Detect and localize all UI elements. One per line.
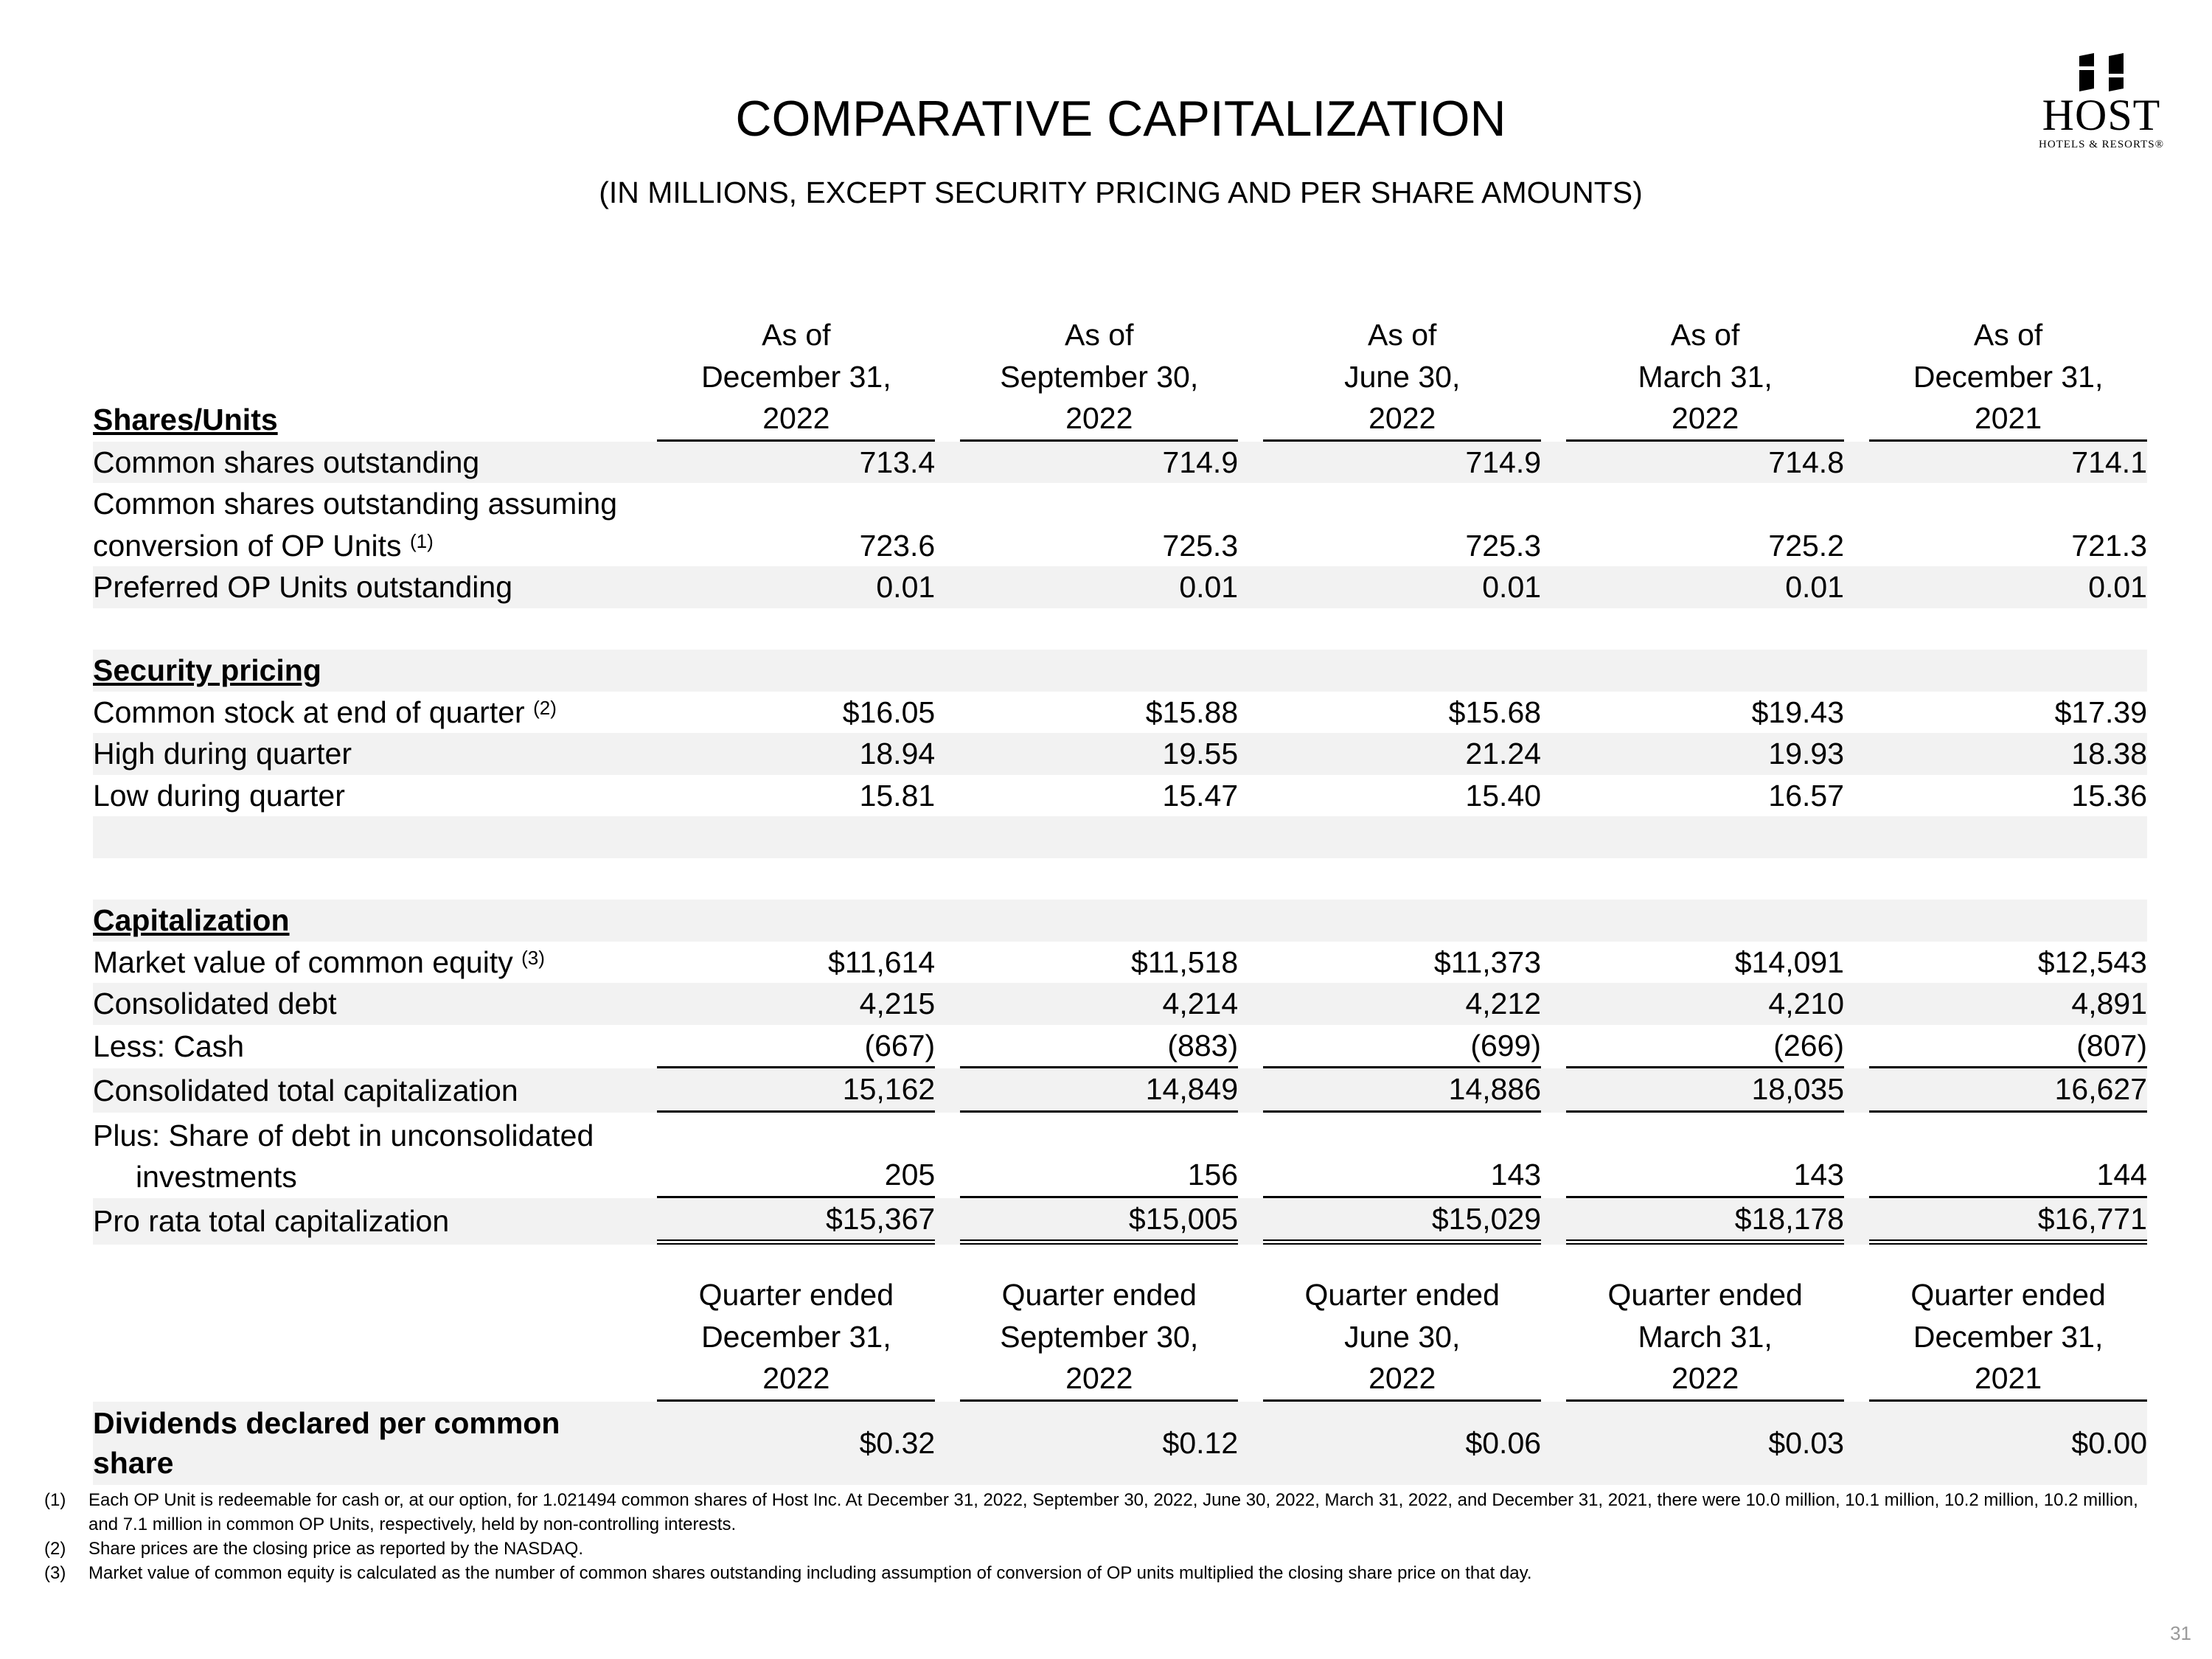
col-header: As of [1973, 318, 2043, 352]
col-header: March 31, [1638, 1319, 1773, 1354]
section-heading-shares-units: Shares/Units [93, 402, 278, 437]
cell-value: 205 [657, 1113, 935, 1198]
table-row [93, 1402, 2147, 1485]
cell-value: 16,627 [1869, 1068, 2147, 1113]
row-label: Common shares outstanding [93, 442, 657, 484]
column-header-row-2 [93, 356, 2147, 398]
cell-value: 4,214 [960, 983, 1238, 1025]
cell-value: 18,035 [1566, 1068, 1844, 1113]
row-label: Market value of common equity $^{(3)}$ [93, 945, 545, 979]
col-header: 2021 [1869, 1357, 2147, 1402]
cell-value: (699) [1263, 1025, 1541, 1069]
cell-value: $11,614 [828, 945, 936, 979]
cell-value: 143 [1263, 1113, 1541, 1198]
cell-value: $0.06 [1263, 1402, 1541, 1485]
cell-value: 714.9 [960, 442, 1238, 484]
col-header: Quarter ended [1001, 1278, 1197, 1312]
logo-wordmark: HOST [2042, 91, 2161, 139]
spacer-row [93, 816, 2147, 858]
cell-value: 725.3 [1465, 528, 1542, 563]
col-header: As of [762, 318, 831, 352]
quarter-header-row-2 [93, 1316, 2147, 1358]
cell-value: 16.57 [1768, 778, 1844, 813]
cell-value: 4,210 [1566, 983, 1844, 1025]
cell-value: $16,771 [1869, 1198, 2147, 1245]
cell-value: 714.8 [1566, 442, 1844, 484]
col-header: 2022 [1566, 1357, 1844, 1402]
col-header: Quarter ended [1910, 1278, 2106, 1312]
col-header: 2022 [1263, 1357, 1541, 1402]
col-header: December 31, [701, 359, 891, 394]
cell-value: $11,518 [1130, 945, 1239, 979]
col-header: 2022 [1263, 397, 1541, 442]
logo-tagline: HOTELS & RESORTS® [2038, 139, 2164, 150]
col-header: June 30, [1344, 359, 1461, 394]
host-logo-icon [2072, 53, 2131, 91]
cell-value: 4,891 [1869, 983, 2147, 1025]
row-label: Consolidated total capitalization [93, 1068, 657, 1113]
footnote-ref: (1) [409, 529, 434, 552]
row-label: Dividends declared per common share [93, 1402, 657, 1485]
cell-value: 15.81 [859, 778, 936, 813]
table-row [93, 566, 2147, 608]
cell-value: $15,367 [657, 1198, 935, 1245]
cell-value: 15,162 [657, 1068, 935, 1113]
cell-value: (667) [657, 1025, 935, 1069]
quarter-header-row-1 [93, 1274, 2147, 1316]
cell-value: $0.12 [960, 1402, 1238, 1485]
capitalization-table [93, 314, 2147, 1485]
cell-value: 15.36 [2071, 778, 2147, 813]
table-row [93, 942, 2147, 984]
cell-value: (883) [960, 1025, 1238, 1069]
footnote: (1) Each OP Unit is redeemable for cash or, at our option, for 1.021494 common shares of Host Inc. At December 31, 2022, September 30, 2022, June 30, 2022, March 31, 2022, and December 31, 2021, there were 10.0 million, 10.1 million, 10.2 million, 10.2 million, and 7.1 million in common OP Units, respectively, held by non-controlling interests. [44, 1490, 2138, 1534]
row-label: Common stock at end of quarter $^{(2)}$ [93, 695, 557, 729]
cell-value: 19.55 [960, 733, 1238, 775]
cell-value: $14,091 [1734, 945, 1844, 979]
table-row [93, 442, 2147, 484]
cell-value: 14,886 [1263, 1068, 1541, 1113]
cell-value: 0.01 [960, 566, 1238, 608]
cell-value: $15.88 [1145, 695, 1239, 729]
footnote-ref: (3) [521, 946, 545, 969]
table-row [93, 775, 2147, 817]
section-heading-security-pricing: Security pricing [93, 650, 657, 692]
cell-value: 0.01 [1566, 566, 1844, 608]
host-logo [2024, 53, 2179, 156]
spacer-row [93, 1245, 2147, 1274]
section-row [93, 900, 2147, 942]
cell-value: 723.6 [859, 528, 936, 563]
cell-value: 725.3 [1162, 528, 1239, 563]
table-row [93, 1068, 2147, 1113]
cell-value: $0.00 [1869, 1402, 2147, 1485]
footnote-ref: (2) [533, 696, 557, 719]
table-row [93, 1025, 2147, 1069]
cell-value: $15,029 [1263, 1198, 1541, 1245]
col-header: 2022 [657, 397, 935, 442]
cell-value: 725.2 [1768, 528, 1844, 563]
row-label: Plus: Share of debt in unconsolidated investments [93, 1118, 594, 1194]
col-header: March 31, [1638, 359, 1773, 394]
cell-value: 18.38 [1869, 733, 2147, 775]
cell-value: $15.68 [1448, 695, 1542, 729]
cell-value: 156 [960, 1113, 1238, 1198]
footnote: (3) Market value of common equity is calculated as the number of common shares outstanding including assumption of conversion of OP units multiplied the closing share price on that day. [44, 1563, 1532, 1583]
spacer-row [93, 858, 2147, 900]
cell-value: 143 [1566, 1113, 1844, 1198]
cell-value: 19.93 [1566, 733, 1844, 775]
page-number: 31 [2170, 1622, 2191, 1644]
cell-value: 4,215 [657, 983, 935, 1025]
cell-value: 0.01 [1263, 566, 1541, 608]
section-row [93, 650, 2147, 692]
row-label: High during quarter [93, 733, 657, 775]
row-label: Preferred OP Units outstanding [93, 566, 657, 608]
col-header: Quarter ended [1304, 1278, 1500, 1312]
cell-value: $17.39 [2054, 695, 2147, 729]
cell-value: $11,373 [1433, 945, 1542, 979]
table-row [93, 692, 2147, 734]
footnote: (2) Share prices are the closing price as reported by the NASDAQ. [44, 1539, 583, 1559]
row-label: Common shares outstanding assuming conversion of OP Units $^{(1)}$ [93, 487, 618, 563]
col-header: December 31, [701, 1319, 891, 1354]
page-subtitle: (IN MILLIONS, EXCEPT SECURITY PRICING AND PER SHARE AMOUNTS) [599, 175, 1643, 209]
table-row [93, 983, 2147, 1025]
footnotes [44, 1488, 2146, 1585]
col-header: As of [1670, 318, 1740, 352]
col-header: 2022 [1566, 397, 1844, 442]
column-header-row-3 [93, 397, 2147, 442]
cell-value: 4,212 [1263, 983, 1541, 1025]
cell-value: 14,849 [960, 1068, 1238, 1113]
cell-value: 15.40 [1465, 778, 1542, 813]
spacer-row [93, 608, 2147, 650]
column-header-row-1 [93, 314, 2147, 356]
cell-value: $19.43 [1751, 695, 1844, 729]
cell-value: (807) [1869, 1025, 2147, 1069]
cell-value: $18,178 [1566, 1198, 1844, 1245]
cell-value: 15.47 [1162, 778, 1239, 813]
cell-value: 144 [1869, 1113, 2147, 1198]
row-label: Consolidated debt [93, 983, 657, 1025]
page-title: COMPARATIVE CAPITALIZATION [735, 91, 1506, 147]
col-header: 2022 [960, 1357, 1238, 1402]
col-header: September 30, [1000, 1319, 1199, 1354]
cell-value: $15,005 [960, 1198, 1238, 1245]
cell-value: (266) [1566, 1025, 1844, 1069]
cell-value: $12,543 [2037, 945, 2147, 979]
cell-value: 18.94 [657, 733, 935, 775]
cell-value: 0.01 [657, 566, 935, 608]
cell-value: 714.1 [1869, 442, 2147, 484]
cell-value: 714.9 [1263, 442, 1541, 484]
cell-value: 21.24 [1263, 733, 1541, 775]
section-heading-capitalization: Capitalization [93, 900, 657, 942]
cell-value: $0.03 [1566, 1402, 1844, 1485]
col-header: 2021 [1869, 397, 2147, 442]
col-header: As of [1367, 318, 1437, 352]
col-header: Quarter ended [698, 1278, 894, 1312]
table-row [93, 483, 2147, 566]
cell-value: 0.01 [1869, 566, 2147, 608]
col-header: December 31, [1913, 1319, 2104, 1354]
cell-value: $16.05 [842, 695, 936, 729]
table-row [93, 1198, 2147, 1245]
col-header: Quarter ended [1607, 1278, 1803, 1312]
col-header: As of [1065, 318, 1134, 352]
col-header: December 31, [1913, 359, 2104, 394]
cell-value: $0.32 [657, 1402, 935, 1485]
row-label: Less: Cash [93, 1029, 245, 1063]
col-header: September 30, [1000, 359, 1199, 394]
quarter-header-row-3 [93, 1357, 2147, 1402]
row-label: Pro rata total capitalization [93, 1198, 657, 1245]
row-label: Low during quarter [93, 778, 345, 813]
col-header: June 30, [1344, 1319, 1461, 1354]
table-row [93, 1113, 2147, 1198]
col-header: 2022 [657, 1357, 935, 1402]
col-header: 2022 [960, 397, 1238, 442]
cell-value: 713.4 [657, 442, 935, 484]
table-row [93, 733, 2147, 775]
cell-value: 721.3 [2071, 528, 2147, 563]
